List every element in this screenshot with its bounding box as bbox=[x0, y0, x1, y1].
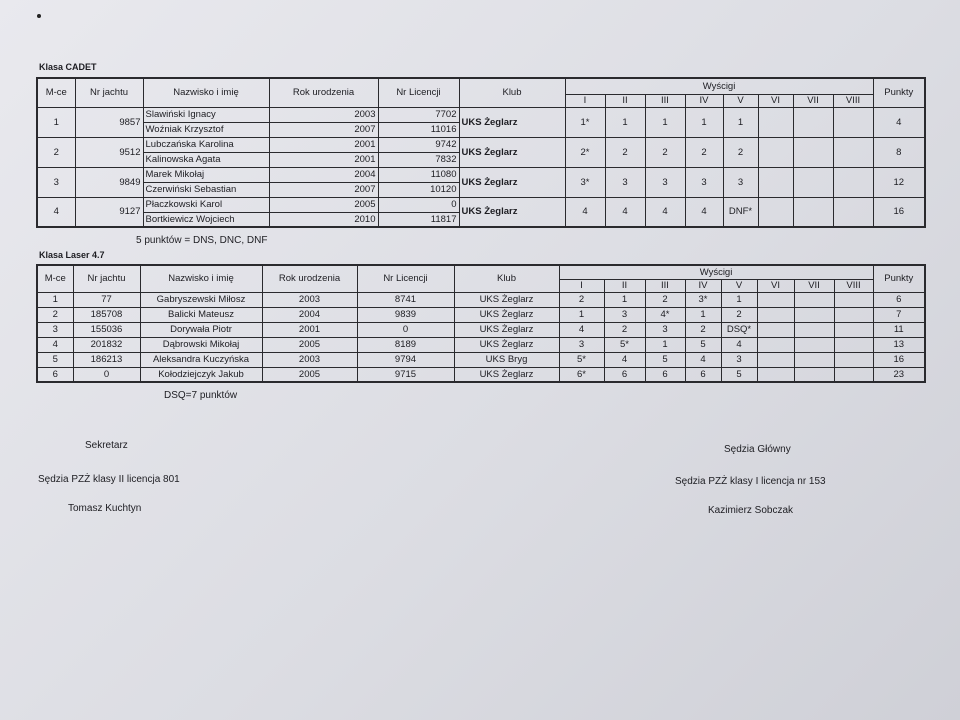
race-result-cell: 6 bbox=[645, 367, 685, 382]
race-result-cell: 4 bbox=[645, 197, 685, 227]
birth-year-cell: 2004 bbox=[269, 167, 378, 182]
race-result-cell bbox=[757, 352, 794, 367]
license-cell: 9794 bbox=[357, 352, 454, 367]
race-result-cell bbox=[757, 322, 794, 337]
race-result-cell bbox=[834, 322, 873, 337]
club-cell: UKS Żeglarz bbox=[454, 322, 559, 337]
race-col: I bbox=[559, 279, 604, 292]
race-result-cell bbox=[794, 307, 834, 322]
club-cell: UKS Żeglarz bbox=[454, 337, 559, 352]
table-row bbox=[37, 107, 925, 122]
race-result-cell: 3 bbox=[721, 352, 757, 367]
race-result-cell bbox=[793, 167, 833, 197]
race-result-cell: 6 bbox=[604, 367, 645, 382]
header-yacht: Nr jachtu bbox=[73, 265, 140, 292]
race-col: VIII bbox=[834, 279, 873, 292]
race-col: VII bbox=[794, 279, 834, 292]
race-result-cell bbox=[833, 137, 873, 167]
race-result-cell: 3 bbox=[605, 167, 645, 197]
license-cell: 7832 bbox=[378, 152, 459, 167]
race-result-cell bbox=[793, 107, 833, 137]
race-result-cell bbox=[757, 292, 794, 307]
race-col: II bbox=[605, 94, 645, 107]
yacht-cell: 185708 bbox=[73, 307, 140, 322]
race-result-cell: 2 bbox=[605, 137, 645, 167]
race-result-cell: 2 bbox=[721, 307, 757, 322]
points-cell: 12 bbox=[873, 167, 925, 197]
table-row bbox=[37, 352, 925, 367]
sailor-name-cell: Aleksandra Kuczyńska bbox=[140, 352, 262, 367]
birth-year-cell: 2010 bbox=[269, 212, 378, 227]
laser-results-table bbox=[36, 264, 926, 383]
table-row bbox=[37, 197, 925, 212]
table-row bbox=[37, 292, 925, 307]
race-result-cell: 5* bbox=[604, 337, 645, 352]
race-result-cell: 4 bbox=[604, 352, 645, 367]
race-col: V bbox=[721, 279, 757, 292]
race-result-cell: 2 bbox=[685, 137, 723, 167]
race-result-cell: 2 bbox=[604, 322, 645, 337]
race-result-cell: 4 bbox=[565, 197, 605, 227]
crew-name-cell: Bortkiewicz Wojciech bbox=[143, 212, 269, 227]
points-cell: 16 bbox=[873, 352, 925, 367]
header-races: Wyścigi bbox=[559, 265, 873, 279]
race-result-cell: 2 bbox=[559, 292, 604, 307]
header-license: Nr Licencji bbox=[378, 78, 459, 107]
yacht-cell: 155036 bbox=[73, 322, 140, 337]
race-result-cell bbox=[833, 167, 873, 197]
header-name: Nazwisko i imię bbox=[143, 78, 269, 107]
license-cell: 0 bbox=[357, 322, 454, 337]
license-cell: 11817 bbox=[378, 212, 459, 227]
table-row bbox=[37, 137, 925, 152]
race-result-cell: 3 bbox=[685, 167, 723, 197]
race-result-cell bbox=[757, 337, 794, 352]
race-result-cell bbox=[758, 107, 793, 137]
race-result-cell: 4 bbox=[685, 352, 721, 367]
birth-year-cell: 2005 bbox=[269, 197, 378, 212]
sailor-name-cell: Dąbrowski Mikołaj bbox=[140, 337, 262, 352]
chief-judge-title: Sędzia PZŻ klasy I licencja nr 153 bbox=[675, 476, 826, 487]
race-result-cell bbox=[757, 307, 794, 322]
race-result-cell: 1 bbox=[559, 307, 604, 322]
sailor-name-cell: Balicki Mateusz bbox=[140, 307, 262, 322]
header-birth: Rok urodzenia bbox=[262, 265, 357, 292]
race-col: VI bbox=[757, 279, 794, 292]
header-club: Klub bbox=[459, 78, 565, 107]
birth-year-cell: 2001 bbox=[262, 322, 357, 337]
race-col: V bbox=[723, 94, 758, 107]
race-result-cell bbox=[793, 197, 833, 227]
race-result-cell: 2* bbox=[565, 137, 605, 167]
table-row bbox=[37, 322, 925, 337]
crew-name-cell: Płaczkowski Karol bbox=[143, 197, 269, 212]
header-place: M-ce bbox=[37, 265, 73, 292]
race-result-cell: 6* bbox=[559, 367, 604, 382]
license-cell: 8189 bbox=[357, 337, 454, 352]
race-col: III bbox=[645, 94, 685, 107]
race-result-cell: 2 bbox=[645, 137, 685, 167]
license-cell: 9742 bbox=[378, 137, 459, 152]
race-result-cell: 4 bbox=[721, 337, 757, 352]
cadet-title: Klasa CADET bbox=[39, 62, 97, 72]
race-result-cell: 6 bbox=[685, 367, 721, 382]
header-license: Nr Licencji bbox=[357, 265, 454, 292]
header-yacht: Nr jachtu bbox=[75, 78, 143, 107]
race-result-cell: 1 bbox=[605, 107, 645, 137]
club-cell: UKS Żeglarz bbox=[454, 292, 559, 307]
laser-note: DSQ=7 punktów bbox=[164, 390, 238, 401]
race-result-cell: 3 bbox=[645, 167, 685, 197]
place-cell: 3 bbox=[37, 167, 75, 197]
yacht-cell: 186213 bbox=[73, 352, 140, 367]
points-cell: 13 bbox=[873, 337, 925, 352]
crew-name-cell: Kalinowska Agata bbox=[143, 152, 269, 167]
table-row bbox=[37, 367, 925, 382]
header-place: M-ce bbox=[37, 78, 75, 107]
points-cell: 11 bbox=[873, 322, 925, 337]
crew-name-cell: Marek Mikołaj bbox=[143, 167, 269, 182]
place-cell: 2 bbox=[37, 307, 73, 322]
yacht-cell: 201832 bbox=[73, 337, 140, 352]
race-result-cell bbox=[794, 322, 834, 337]
birth-year-cell: 2003 bbox=[262, 352, 357, 367]
yacht-cell: 0 bbox=[73, 367, 140, 382]
birth-year-cell: 2001 bbox=[269, 137, 378, 152]
header-points: Punkty bbox=[873, 78, 925, 107]
secretary-title: Sędzia PZŻ klasy II licencja 801 bbox=[38, 474, 180, 485]
birth-year-cell: 2005 bbox=[262, 337, 357, 352]
race-col: IV bbox=[685, 94, 723, 107]
club-cell: UKS Żeglarz bbox=[454, 367, 559, 382]
race-col: VII bbox=[793, 94, 833, 107]
yacht-cell: 9512 bbox=[75, 137, 143, 167]
race-result-cell bbox=[758, 137, 793, 167]
race-result-cell: 4* bbox=[645, 307, 685, 322]
race-col: I bbox=[565, 94, 605, 107]
race-result-cell bbox=[834, 307, 873, 322]
race-result-cell: 1 bbox=[645, 107, 685, 137]
place-cell: 1 bbox=[37, 107, 75, 137]
place-cell: 6 bbox=[37, 367, 73, 382]
race-result-cell: 2 bbox=[645, 292, 685, 307]
race-result-cell bbox=[833, 107, 873, 137]
race-result-cell bbox=[834, 337, 873, 352]
chief-judge-role: Sędzia Główny bbox=[724, 444, 791, 455]
race-result-cell bbox=[794, 337, 834, 352]
race-result-cell: DSQ* bbox=[721, 322, 757, 337]
race-result-cell: 3* bbox=[565, 167, 605, 197]
ink-dot bbox=[37, 14, 41, 18]
points-cell: 23 bbox=[873, 367, 925, 382]
club-cell: UKS Bryg bbox=[454, 352, 559, 367]
place-cell: 3 bbox=[37, 322, 73, 337]
table-row bbox=[37, 167, 925, 182]
race-result-cell: 5* bbox=[559, 352, 604, 367]
race-result-cell bbox=[793, 137, 833, 167]
birth-year-cell: 2007 bbox=[269, 182, 378, 197]
points-cell: 6 bbox=[873, 292, 925, 307]
birth-year-cell: 2005 bbox=[262, 367, 357, 382]
race-result-cell: DNF* bbox=[723, 197, 758, 227]
license-cell: 10120 bbox=[378, 182, 459, 197]
birth-year-cell: 2004 bbox=[262, 307, 357, 322]
race-result-cell: 4 bbox=[559, 322, 604, 337]
race-result-cell bbox=[757, 367, 794, 382]
crew-name-cell: Slawiński Ignacy bbox=[143, 107, 269, 122]
crew-name-cell: Czerwiński Sebastian bbox=[143, 182, 269, 197]
race-result-cell bbox=[794, 367, 834, 382]
race-result-cell bbox=[833, 197, 873, 227]
header-club: Klub bbox=[454, 265, 559, 292]
race-result-cell: 2 bbox=[723, 137, 758, 167]
race-result-cell: 1 bbox=[685, 307, 721, 322]
race-col: II bbox=[604, 279, 645, 292]
secretary-name: Tomasz Kuchtyn bbox=[68, 503, 142, 514]
crew-name-cell: Woźniak Krzysztof bbox=[143, 122, 269, 137]
club-cell: UKS Żeglarz bbox=[459, 107, 565, 137]
points-cell: 16 bbox=[873, 197, 925, 227]
club-cell: UKS Żeglarz bbox=[459, 197, 565, 227]
race-col: III bbox=[645, 279, 685, 292]
race-result-cell: 3 bbox=[723, 167, 758, 197]
header-birth: Rok urodzenia bbox=[269, 78, 378, 107]
header-races: Wyścigi bbox=[565, 78, 873, 94]
race-result-cell: 1 bbox=[685, 107, 723, 137]
yacht-cell: 9849 bbox=[75, 167, 143, 197]
birth-year-cell: 2003 bbox=[269, 107, 378, 122]
club-cell: UKS Żeglarz bbox=[459, 137, 565, 167]
race-result-cell: 5 bbox=[721, 367, 757, 382]
license-cell: 8741 bbox=[357, 292, 454, 307]
license-cell: 7702 bbox=[378, 107, 459, 122]
license-cell: 9715 bbox=[357, 367, 454, 382]
club-cell: UKS Żeglarz bbox=[454, 307, 559, 322]
place-cell: 4 bbox=[37, 337, 73, 352]
points-cell: 4 bbox=[873, 107, 925, 137]
race-result-cell bbox=[794, 352, 834, 367]
race-result-cell: 3 bbox=[604, 307, 645, 322]
birth-year-cell: 2007 bbox=[269, 122, 378, 137]
license-cell: 11080 bbox=[378, 167, 459, 182]
birth-year-cell: 2003 bbox=[262, 292, 357, 307]
cadet-results-table bbox=[36, 77, 926, 228]
cadet-note: 5 punktów = DNS, DNC, DNF bbox=[136, 235, 268, 246]
yacht-cell: 77 bbox=[73, 292, 140, 307]
header-points: Punkty bbox=[873, 265, 925, 292]
sailor-name-cell: Gabryszewski Miłosz bbox=[140, 292, 262, 307]
race-result-cell bbox=[834, 367, 873, 382]
chief-judge-name: Kazimierz Sobczak bbox=[708, 505, 794, 516]
license-cell: 0 bbox=[378, 197, 459, 212]
race-result-cell bbox=[758, 197, 793, 227]
race-result-cell: 1 bbox=[604, 292, 645, 307]
race-col: IV bbox=[685, 279, 721, 292]
crew-name-cell: Lubczańska Karolina bbox=[143, 137, 269, 152]
yacht-cell: 9857 bbox=[75, 107, 143, 137]
birth-year-cell: 2001 bbox=[269, 152, 378, 167]
secretary-role: Sekretarz bbox=[85, 440, 128, 451]
race-result-cell: 1 bbox=[645, 337, 685, 352]
points-cell: 7 bbox=[873, 307, 925, 322]
race-result-cell: 3* bbox=[685, 292, 721, 307]
laser-title: Klasa Laser 4.7 bbox=[39, 250, 105, 260]
header-name: Nazwisko i imię bbox=[140, 265, 262, 292]
race-result-cell: 4 bbox=[685, 197, 723, 227]
race-result-cell: 5 bbox=[685, 337, 721, 352]
race-result-cell bbox=[834, 292, 873, 307]
race-result-cell bbox=[794, 292, 834, 307]
race-result-cell: 2 bbox=[685, 322, 721, 337]
points-cell: 8 bbox=[873, 137, 925, 167]
race-result-cell bbox=[758, 167, 793, 197]
place-cell: 2 bbox=[37, 137, 75, 167]
place-cell: 4 bbox=[37, 197, 75, 227]
race-result-cell: 1* bbox=[565, 107, 605, 137]
place-cell: 1 bbox=[37, 292, 73, 307]
club-cell: UKS Żeglarz bbox=[459, 167, 565, 197]
license-cell: 9839 bbox=[357, 307, 454, 322]
sailor-name-cell: Kołodziejczyk Jakub bbox=[140, 367, 262, 382]
race-result-cell: 3 bbox=[559, 337, 604, 352]
race-result-cell: 1 bbox=[723, 107, 758, 137]
race-result-cell: 1 bbox=[721, 292, 757, 307]
sailor-name-cell: Dorywała Piotr bbox=[140, 322, 262, 337]
yacht-cell: 9127 bbox=[75, 197, 143, 227]
license-cell: 11016 bbox=[378, 122, 459, 137]
race-result-cell: 3 bbox=[645, 322, 685, 337]
table-row bbox=[37, 337, 925, 352]
table-row bbox=[37, 307, 925, 322]
race-col: VI bbox=[758, 94, 793, 107]
race-result-cell: 5 bbox=[645, 352, 685, 367]
race-result-cell bbox=[834, 352, 873, 367]
race-col: VIII bbox=[833, 94, 873, 107]
place-cell: 5 bbox=[37, 352, 73, 367]
race-result-cell: 4 bbox=[605, 197, 645, 227]
